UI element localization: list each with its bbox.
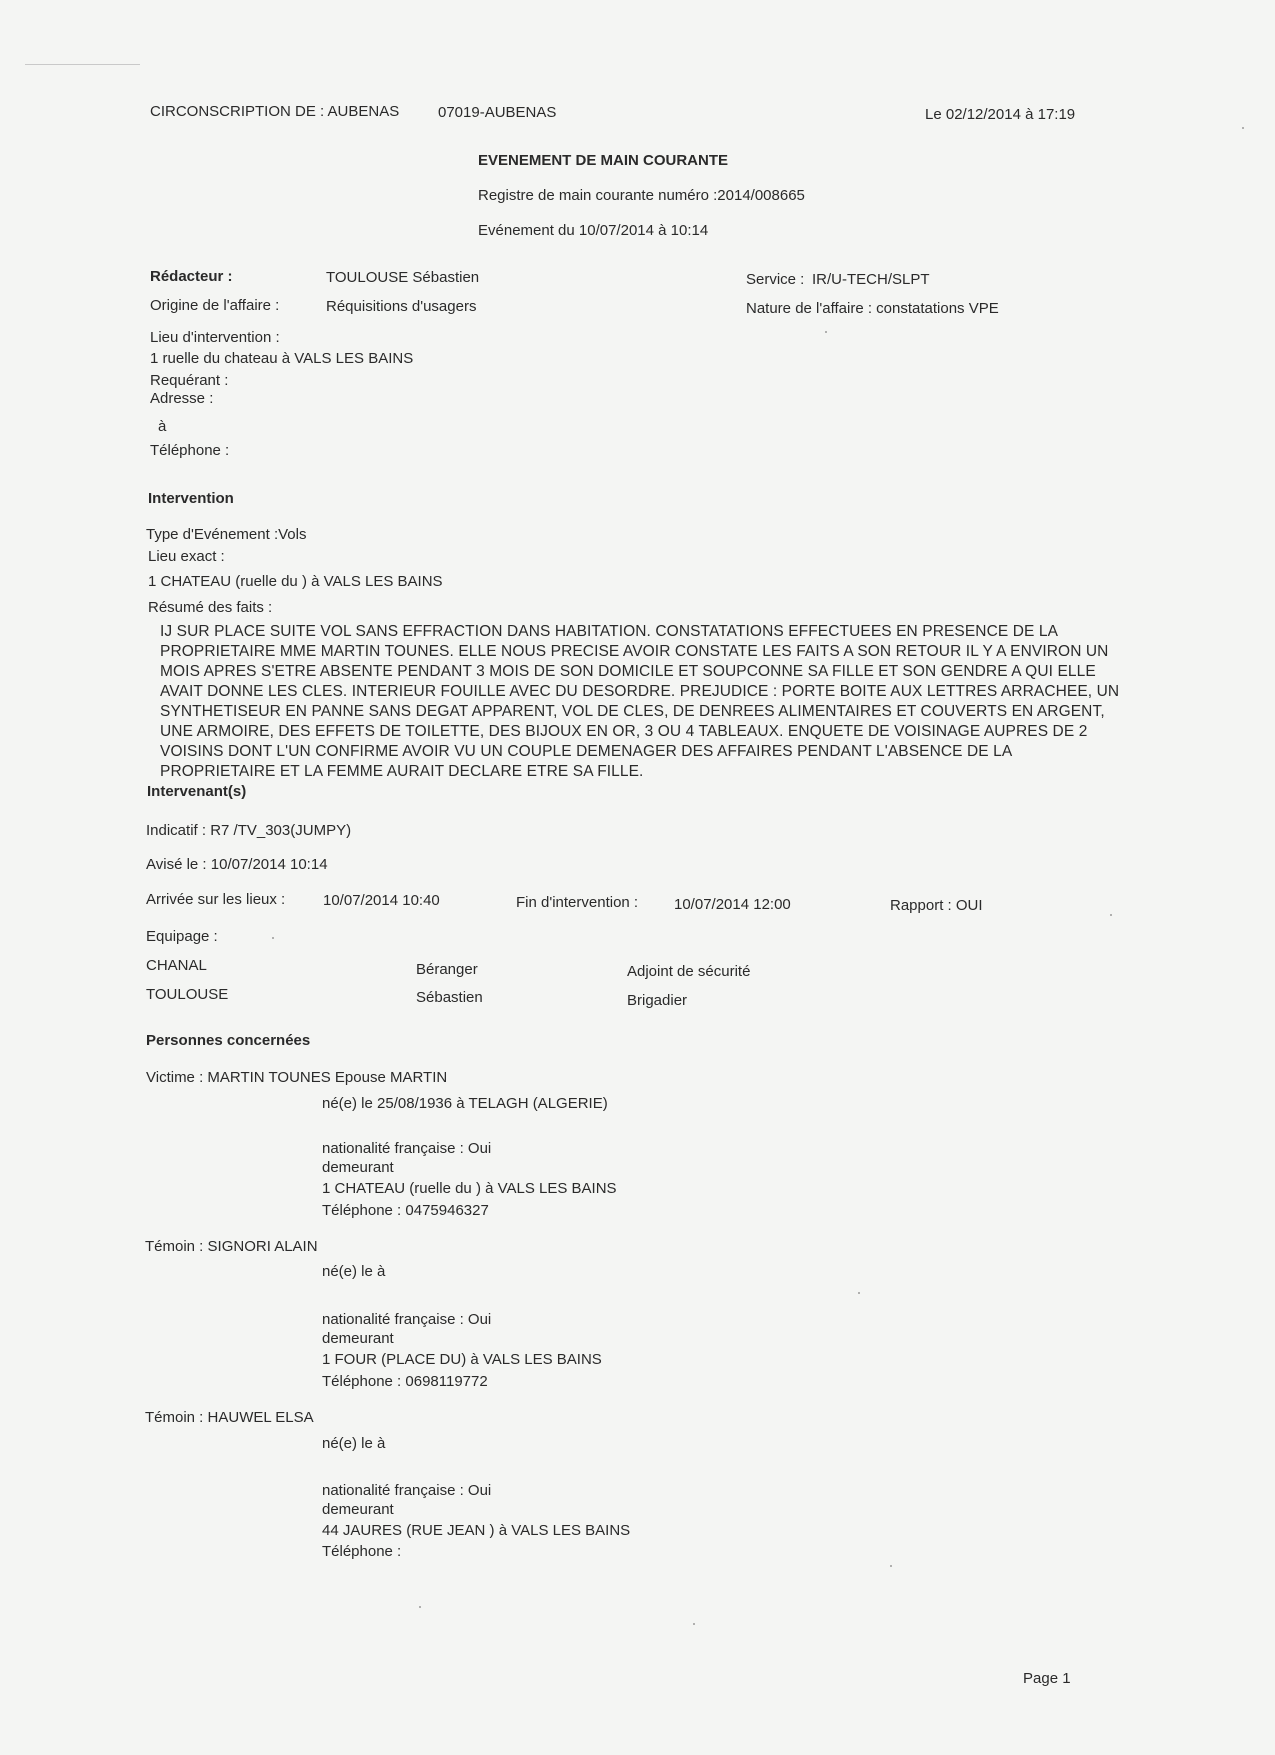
arrivee-label: Arrivée sur les lieux : <box>146 891 286 908</box>
person-nationalite: nationalité française : Oui <box>322 1482 492 1499</box>
equipage-grade: Adjoint de sécurité <box>627 963 751 980</box>
person-naissance: né(e) le à <box>322 1263 386 1280</box>
equipage-label: Equipage : <box>146 928 218 945</box>
person-adresse: 1 FOUR (PLACE DU) à VALS LES BAINS <box>322 1351 602 1368</box>
equipage-prenom: Béranger <box>416 961 478 978</box>
adresse-label: Adresse : <box>150 390 214 407</box>
lieu-exact-value: 1 CHATEAU (ruelle du ) à VALS LES BAINS <box>148 573 443 590</box>
person-naissance: né(e) le à <box>322 1435 386 1452</box>
scan-speck <box>890 1565 892 1567</box>
person-demeurant: demeurant <box>322 1330 394 1347</box>
resume-label: Résumé des faits : <box>148 599 273 616</box>
person-nationalite: nationalité française : Oui <box>322 1140 492 1157</box>
person-role: Témoin : HAUWEL ELSA <box>145 1409 314 1426</box>
requerant-label: Requérant : <box>150 372 229 389</box>
arrivee-value: 10/07/2014 10:40 <box>323 892 440 909</box>
fin-intervention-label: Fin d'intervention : <box>516 894 639 911</box>
fin-intervention-value: 10/07/2014 12:00 <box>674 896 791 913</box>
lieu-intervention-label: Lieu d'intervention : <box>150 329 280 346</box>
person-role: Témoin : SIGNORI ALAIN <box>145 1238 318 1255</box>
scan-speck <box>693 1623 695 1625</box>
event-date: Evénement du 10/07/2014 à 10:14 <box>478 222 709 239</box>
service-value: IR/U-TECH/SLPT <box>812 271 930 288</box>
page-title: EVENEMENT DE MAIN COURANTE <box>478 152 729 169</box>
indicatif: Indicatif : R7 /TV_303(JUMPY) <box>146 822 352 839</box>
equipage-nom: TOULOUSE <box>146 986 229 1003</box>
scan-speck <box>1110 914 1112 916</box>
registre-number: Registre de main courante numéro :2014/008665 <box>478 187 805 204</box>
intervenants-heading: Intervenant(s) <box>147 783 247 800</box>
equipage-grade: Brigadier <box>627 992 688 1009</box>
resume-faits: IJ SUR PLACE SUITE VOL SANS EFFRACTION DANS HABITATION. CONSTATATIONS EFFECTUEES EN PRESENCE DE LA PROPRIETAIRE MME MARTIN TOUNES. ELLE NOUS PRECISE AVOIR CONSTATE LES FAITS A SON RETOUR IL Y A ENVIRON UN MOIS APRES S'ETRE ABSENTE PENDANT 3 MOIS DE SON DOMICILE ET SOUPCONNE SA FILLE ET SON GENDRE A QUI ELLE AVAIT DONNE LES CLES. INTERIEUR FOUILLE AVEC DU DESORDRE. PREJUDICE : PORTE BOITE AUX LETTRES ARRACHEE, UN SYNTHETISEUR EN PANNE SANS DEGAT APPARENT, VOL DE CLES, DE DENREES ALIMENTAIRES ET COUVERTS EN ARGENT, UNE ARMOIRE, DES EFFETS DE TOILETTE, DES BIJOUX EN OR, 3 OU 4 TABLEAUX. ENQUETE DE VOISINAGE AUPRES DE 2 VOISINS DONT L'UN CONFIRME AVOIR VU UN COUPLE DEMENAGER DES AFFAIRES PENDANT L'ABSENCE DE LA PROPRIETAIRE ET LA FEMME AURAIT DECLARE ETRE SA FILLE. <box>160 623 1120 780</box>
equipage-nom: CHANAL <box>146 957 207 974</box>
intervention-heading: Intervention <box>148 490 234 507</box>
origine-value: Réquisitions d'usagers <box>326 298 477 315</box>
lieu-exact-label: Lieu exact : <box>148 548 225 565</box>
person-adresse: 44 JAURES (RUE JEAN ) à VALS LES BAINS <box>322 1522 631 1539</box>
equipage-prenom: Sébastien <box>416 989 483 1006</box>
scan-speck <box>419 1606 421 1608</box>
person-naissance: né(e) le 25/08/1936 à TELAGH (ALGERIE) <box>322 1095 608 1112</box>
circonscription: CIRCONSCRIPTION DE : AUBENAS <box>150 103 400 120</box>
person-telephone: Téléphone : 0698119772 <box>322 1373 488 1390</box>
circonscription-code: 07019-AUBENAS <box>438 104 557 121</box>
person-adresse: 1 CHATEAU (ruelle du ) à VALS LES BAINS <box>322 1180 617 1197</box>
person-role: Victime : MARTIN TOUNES Epouse MARTIN <box>146 1069 448 1086</box>
person-nationalite: nationalité française : Oui <box>322 1311 492 1328</box>
rapport: Rapport : OUI <box>890 897 983 914</box>
origine-label: Origine de l'affaire : <box>150 297 280 314</box>
person-demeurant: demeurant <box>322 1159 394 1176</box>
scan-speck <box>858 1292 860 1294</box>
scan-artifact-line <box>25 64 140 65</box>
avise-le: Avisé le : 10/07/2014 10:14 <box>146 856 328 873</box>
type-evenement: Type d'Evénement :Vols <box>146 526 307 543</box>
nature-affaire: Nature de l'affaire : constatations VPE <box>746 300 999 317</box>
service-label: Service : <box>746 271 805 288</box>
document-date: Le 02/12/2014 à 17:19 <box>925 106 1076 123</box>
redacteur-value: TOULOUSE Sébastien <box>326 269 480 286</box>
adresse-a: à <box>158 418 167 435</box>
page-number: Page 1 <box>1023 1670 1071 1687</box>
lieu-intervention-value: 1 ruelle du chateau à VALS LES BAINS <box>150 350 414 367</box>
scan-speck <box>825 331 827 333</box>
person-telephone: Téléphone : <box>322 1543 402 1560</box>
scan-speck <box>1242 127 1244 129</box>
scan-speck <box>272 937 274 939</box>
redacteur-label: Rédacteur : <box>150 268 233 285</box>
telephone-label: Téléphone : <box>150 442 230 459</box>
person-telephone: Téléphone : 0475946327 <box>322 1202 489 1219</box>
person-demeurant: demeurant <box>322 1501 394 1518</box>
personnes-heading: Personnes concernées <box>146 1032 311 1049</box>
